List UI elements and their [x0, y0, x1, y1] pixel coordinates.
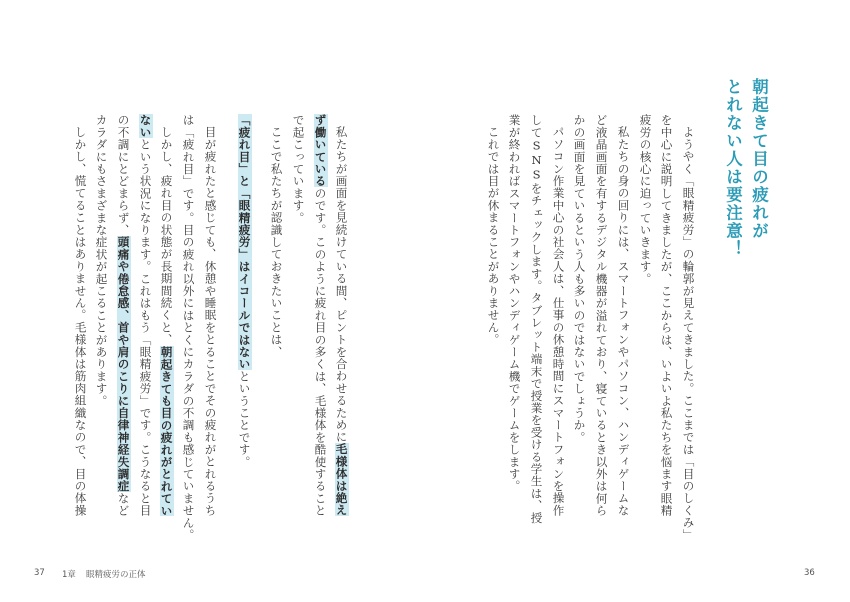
left-body-col-5	[238, 114, 250, 468]
right-body-col-6: かの画面を見ているという人も多いのではないでしょうか。	[572, 114, 587, 444]
right-body-col-5: ど液晶画面を有するデジタル機器が溢れており、寝ているとき以外は何ら	[594, 114, 609, 517]
left-col9-emphasis: ない	[138, 114, 153, 139]
left-col9-text: という状況になります。これはもう「眼精疲労」です。こうなると目	[138, 138, 153, 517]
left-col1-text: 私たちが画面を見続けている間、ピントを合わせるために	[334, 126, 349, 444]
left-col8-text: しかし、疲れ目の状態が長期間続くと、	[159, 126, 174, 346]
left-body-col-1	[335, 126, 347, 516]
left-body-col-7: は「疲れ目」です。目の疲れ以外にはとくにカラダの不調も感じていません。	[181, 114, 196, 541]
section-heading-line2: とれない人は要注意！	[723, 78, 743, 258]
left-body-col-10	[117, 114, 129, 517]
left-body-col-8	[160, 126, 172, 516]
left-col2-emphasis: ず働いている	[313, 114, 328, 188]
right-body-col-3: 疲労の核心に迫っていきます。	[638, 114, 653, 285]
chapter-title: 眼精疲労の正体	[86, 570, 146, 580]
left-body-col-4: ここで私たちが認識しておきたいことは、	[269, 126, 284, 358]
right-body-col-2: を中心に説明してきましたが、ここからは、いよいよ私たちを悩ます眼精	[659, 114, 674, 517]
right-page-number: 36	[804, 568, 815, 578]
left-body-col-11: カラダにもさまざまな症状が起こることがあります。	[94, 114, 109, 407]
left-body-col-6: 目が疲れたと感じても、休憩や睡眠をとることでその疲れがとれるうち	[203, 126, 218, 517]
left-col2-text: のです。このように疲れ目の多くは、毛様体を酷使すること	[313, 187, 328, 517]
left-col5-text: ということです。	[237, 370, 252, 468]
left-page-number: 37	[34, 568, 45, 578]
left-body-col-12: しかし、慌てることはありません。毛様体は筋肉組織なので、目の体操	[73, 126, 88, 517]
right-body-col-7: パソコン作業中心の社会人は、仕事の休憩時間にスマートフォンを操作	[551, 126, 566, 517]
left-body-col-3: で起こっています。	[291, 114, 306, 224]
right-body-col-4: 私たちの身の回りには、スマートフォンやパソコン、ハンディゲームな	[616, 126, 631, 517]
left-body-col-2	[314, 114, 326, 517]
left-col1-emphasis: 毛様体は絶え	[334, 443, 349, 517]
right-body-col-8: してSNSをチェックします。タブレット端末で授業を受ける学生は、授	[529, 114, 544, 524]
right-body-col-10: これでは目が休まることがありません。	[486, 126, 501, 346]
section-heading-line1: 朝起きて目の疲れが	[749, 78, 769, 240]
left-col10-text-b: など	[116, 492, 131, 517]
chapter-label: 1章	[62, 570, 76, 580]
left-body-col-9	[139, 114, 151, 517]
left-col8-emphasis: 朝起きても目の疲れがとれてい	[159, 345, 174, 517]
right-body-col-1: ようやく「眼精疲労」の輪郭が見えてきました。ここまでは「目のしくみ」	[681, 126, 696, 541]
right-body-col-9: 業が終わればスマートフォンやハンディゲーム機でゲームをします。	[507, 114, 522, 493]
left-col10-text-a: の不調にとどまらず、	[116, 114, 131, 236]
left-col10-emphasis: 頭痛や倦怠感、首や肩のこりに自律神経失調症	[116, 236, 131, 493]
left-col5-emphasis: 「疲れ目」と「眼精疲労」はイコールではない	[237, 114, 252, 371]
